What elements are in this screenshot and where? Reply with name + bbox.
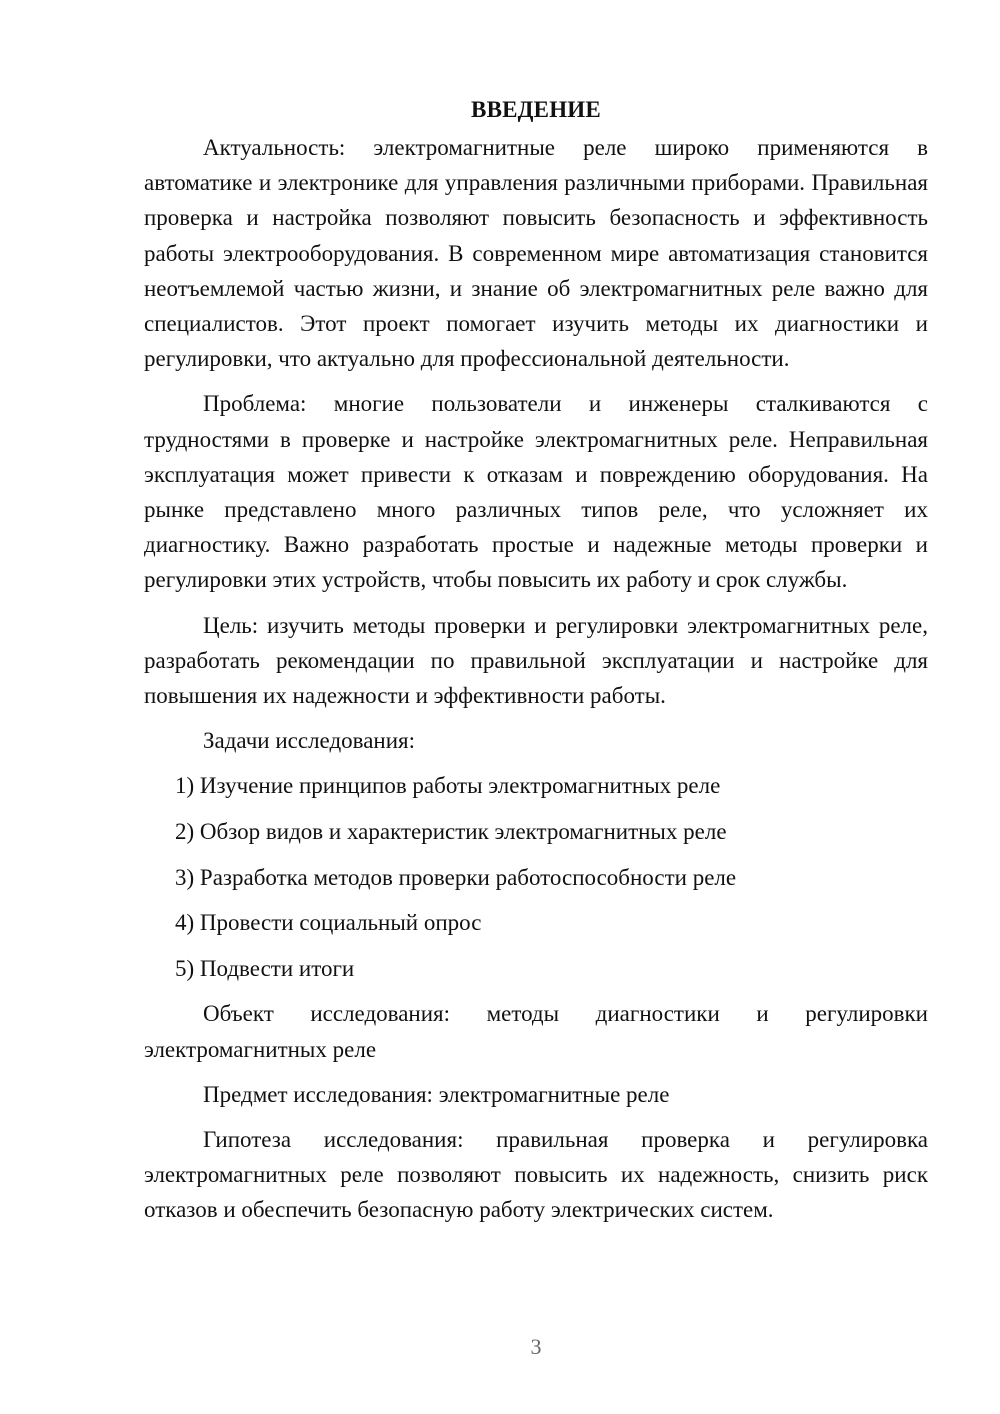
- task-item-5: 5) Подвести итоги: [175, 955, 355, 981]
- paragraph-actuality: Актуальность: электромагнитные реле широко применяются в автоматике и электронике для управления различными приборами. Правильная проверка и настройка позволяют повысить безопасность и эффективность работы электрооборудования. В современном мире автоматизация становится неотъемлемой частью жизни, и знание об электромагнитных реле важно для специалистов. Этот проект помогает изучить методы их диагностики и регулировки, что актуально для профессиональной деятельности.: [144, 135, 928, 372]
- paragraph-object: Объект исследования: методы диагностики и регулировки электромагнитных реле: [144, 1001, 928, 1062]
- page-content: [144, 90, 928, 1228]
- page-number: 3: [530, 1334, 542, 1359]
- paragraph-goal: Цель: изучить методы проверки и регулировки электромагнитных реле, разработать рекомендации по правильной эксплуатации и настройке для повышения их надежности и эффективности работы.: [144, 612, 928, 709]
- paragraph-spacer: [144, 1067, 928, 1077]
- paragraph-spacer: [144, 713, 928, 723]
- tasks-heading: Задачи исследования:: [203, 728, 416, 754]
- paragraph-hypothesis: Гипотеза исследования: правильная проверка и регулировка электромагнитных реле позволяют повысить их надежность, снизить риск отказов и обеспечить безопасную работу электрических систем.: [144, 1127, 928, 1223]
- task-item-3: 3) Разработка методов проверки работоспособности реле: [175, 864, 737, 890]
- task-item-4: 4) Провести социальный опрос: [175, 910, 482, 936]
- paragraph-spacer: [144, 376, 928, 386]
- paragraph-spacer: [144, 758, 928, 768]
- paragraph-spacer: [144, 598, 928, 608]
- paragraph-problem: Проблема: многие пользователи и инженеры сталкиваются с трудностями в проверке и настройке электромагнитных реле. Неправильная эксплуатация может привести к отказам и повреждению оборудования. На рынке представлено много различных типов реле, что усложняет их диагностику. Важно разработать простые и надежные методы проверки и регулировки этих устройств, чтобы повысить их работу и срок службы.: [144, 391, 928, 593]
- page-title: ВВЕДЕНИЕ: [471, 97, 601, 122]
- task-item-2: 2) Обзор видов и характеристик электромагнитных реле: [175, 819, 727, 845]
- task-item-1: 1) Изучение принципов работы электромагнитных реле: [175, 773, 721, 799]
- paragraph-subject: Предмет исследования: электромагнитные реле: [203, 1081, 670, 1107]
- paragraph-spacer: [144, 1112, 928, 1122]
